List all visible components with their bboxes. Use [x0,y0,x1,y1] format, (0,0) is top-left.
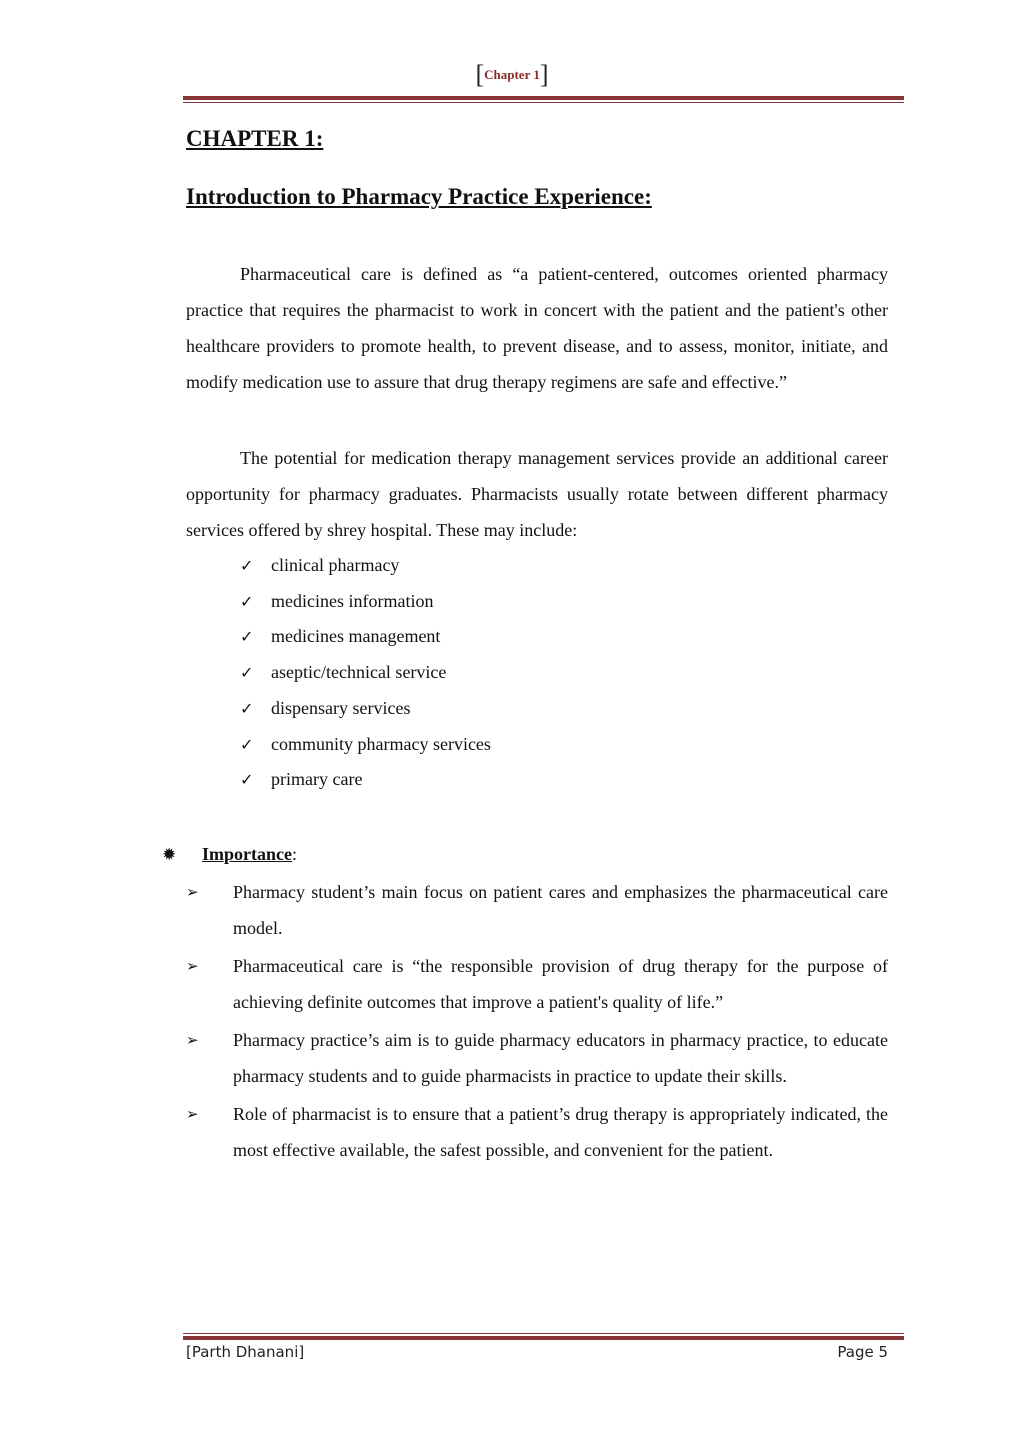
header-open-bracket: [ [475,60,485,89]
check-icon: ✓ [240,734,254,754]
page-header [0,60,1024,90]
service-label: dispensary services [271,697,411,718]
list-item [240,655,888,691]
importance-label: Importance [202,843,292,864]
check-icon: ✓ [240,556,254,575]
arrow-bullet-icon: ➢ [186,1030,199,1049]
list-item [240,548,888,584]
importance-list [186,874,888,1168]
page-number: Page 5 [837,1343,888,1361]
importance-point: Pharmaceutical care is “the responsible provision of drug therapy for the purpose of achieving definite outcomes that improve a patient's quality of life.” [233,955,888,1012]
service-label: medicines information [271,590,434,611]
importance-point: Pharmacy practice’s aim is to guide pharmacy educators in pharmacy practice, to educate pharmacy students and to guide pharmacists in practice to update their skills. [233,1029,888,1086]
header-rule [183,96,904,103]
footer-rule [183,1333,904,1340]
star-bullet-icon: ✹ [162,844,177,865]
arrow-bullet-icon: ➢ [186,956,199,975]
chapter-title: CHAPTER 1: [186,126,324,151]
arrow-bullet-icon: ➢ [186,882,199,901]
service-label: clinical pharmacy [271,555,400,575]
list-item [240,584,888,620]
page-body [162,124,888,1170]
importance-heading [162,836,888,873]
footer-author: [Parth Dhanani] [186,1343,305,1361]
list-item [186,948,888,1020]
arrow-bullet-icon: ➢ [186,1104,199,1123]
header-chapter-label: Chapter 1 [484,67,540,82]
importance-colon: : [291,843,297,864]
list-item [240,619,888,655]
service-label: aseptic/technical service [271,662,447,683]
section-title: Introduction to Pharmacy Practice Experience: [186,184,652,209]
check-icon: ✓ [240,770,254,790]
service-label: community pharmacy services [271,733,491,754]
service-label: primary care [271,769,363,790]
services-list [240,548,888,798]
header-close-bracket: ] [539,60,549,89]
list-item [240,727,888,763]
intro-paragraph: Pharmaceutical care is defined as “a patient-centered, outcomes oriented pharmacy practice that requires the pharmacist to work in concert with the patient and the patient's other healthcare providers to promote health, to prevent disease, and to assess, monitor, initiate, and modify medication use to assure that drug therapy regimens are safe and effective.” [186,264,888,392]
service-label: medicines management [271,626,441,647]
check-icon: ✓ [240,627,254,647]
importance-point: Role of pharmacist is to ensure that a patient’s drug therapy is appropriately indicated, the most effective available, the safest possible, and convenient for the patient. [233,1103,888,1160]
list-item [186,1096,888,1168]
services-paragraph: The potential for medication therapy management services provide an additional career opportunity for pharmacy graduates. Pharmacists usually rotate between different pharmacy services offered by shrey hospital. These may include: [186,448,888,540]
check-icon: ✓ [240,663,254,683]
list-item [240,691,888,727]
check-icon: ✓ [240,591,254,611]
list-item [240,762,888,798]
importance-point: Pharmacy student’s main focus on patient cares and emphasizes the pharmaceutical care model. [233,881,888,938]
list-item [186,1022,888,1094]
list-item [186,874,888,946]
check-icon: ✓ [240,698,254,718]
